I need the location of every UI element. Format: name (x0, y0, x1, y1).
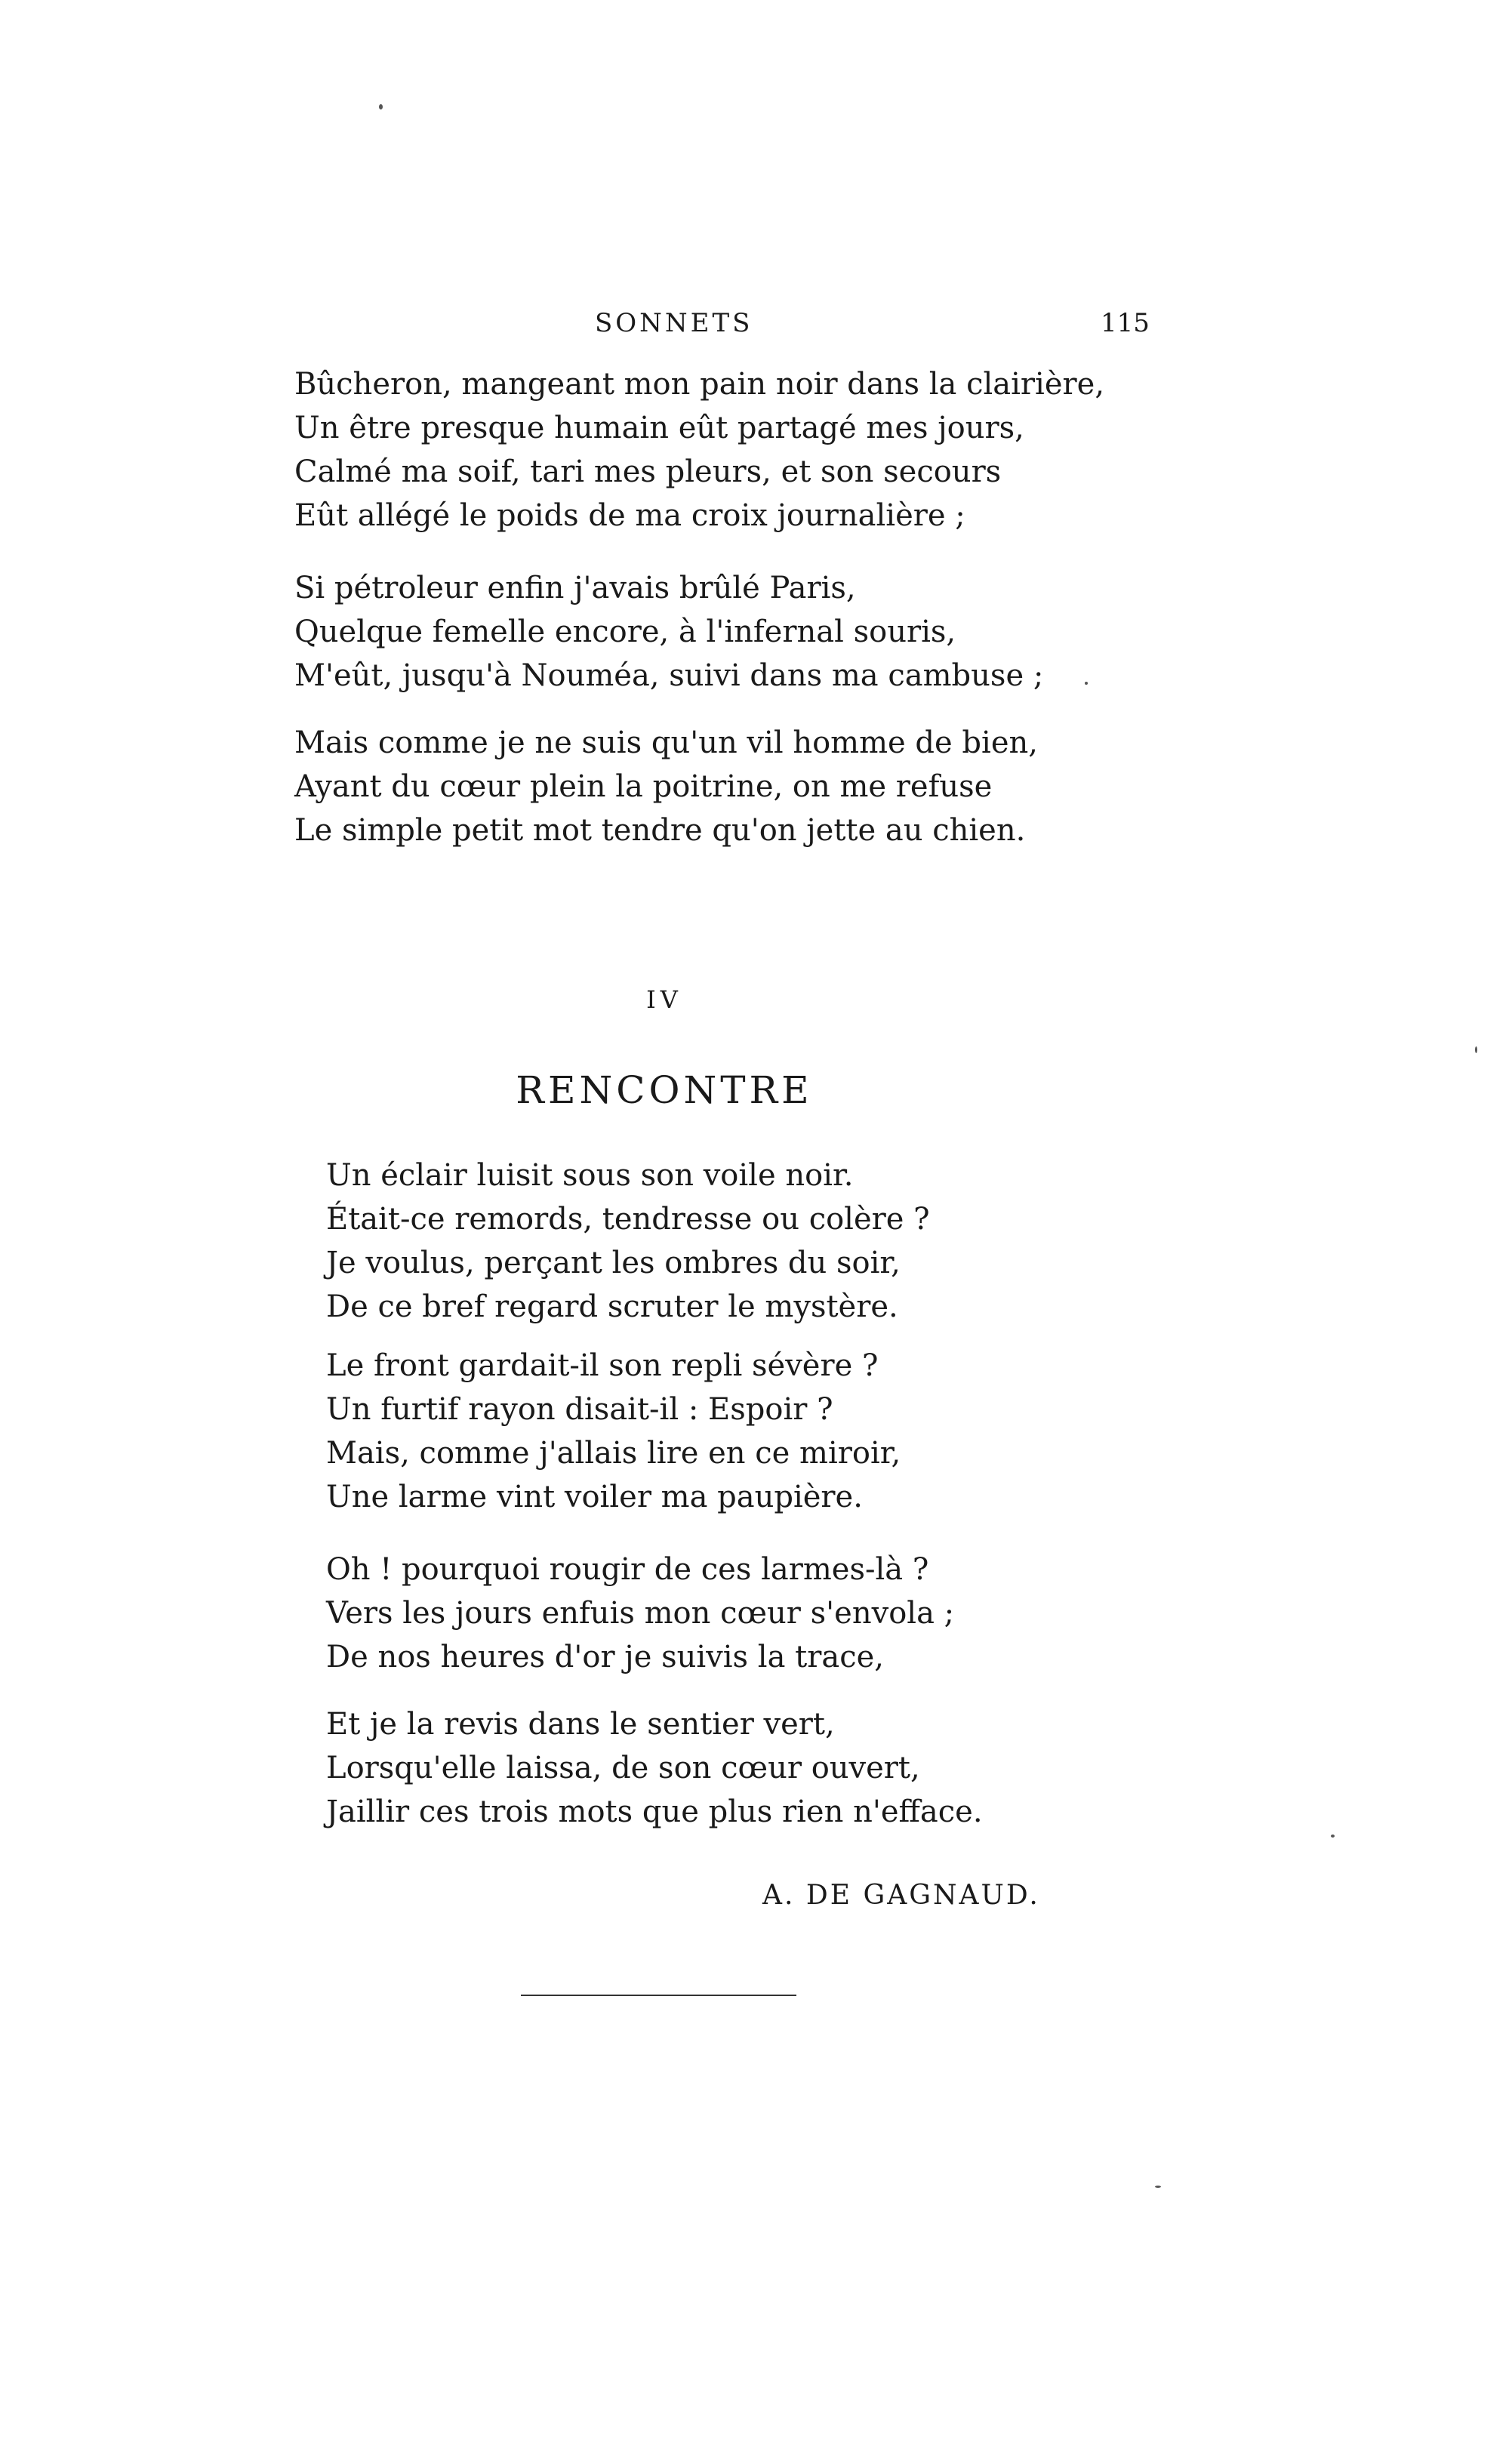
author-signature: A. DE GAGNAUD. (762, 1880, 1040, 1911)
verse-line: Un être presque humain eût partagé mes jours, (294, 411, 1024, 445)
scan-speck (1331, 1835, 1335, 1838)
verse-line: Mais, comme j'allais lire en ce miroir, (326, 1436, 901, 1471)
rencontre-stanza-4 (326, 1702, 983, 1834)
verse-line: Lorsqu'elle laissa, de son cœur ouvert, (326, 1751, 920, 1785)
verse-line: De ce bref regard scruter le mystère. (326, 1289, 898, 1324)
poem-title: RENCONTRE (516, 1068, 813, 1112)
verse-line: Une larme vint voiler ma paupière. (326, 1480, 863, 1514)
scan-speck (1155, 2186, 1161, 2188)
verse-line: Ayant du cœur plein la poitrine, on me refuse (294, 769, 993, 804)
sonnet-stanza-2 (294, 566, 1043, 698)
verse-line: Je voulus, perçant les ombres du soir, (326, 1246, 901, 1280)
rencontre-stanza-3 (326, 1548, 954, 1679)
verse-line: Un furtif rayon disait-il : Espoir ? (326, 1392, 833, 1427)
verse-line: Un éclair luisit sous son voile noir. (326, 1158, 854, 1193)
verse-line: Calmé ma soif, tari mes pleurs, et son secours (294, 454, 1002, 489)
verse-line: De nos heures d'or je suivis la trace, (326, 1640, 884, 1674)
sonnet-stanza-3 (294, 721, 1038, 852)
verse-line: M'eût, jusqu'à Nouméa, suivi dans ma cambuse ; (294, 658, 1044, 693)
verse-line: Quelque femelle encore, à l'infernal souris, (294, 615, 956, 649)
running-head (0, 308, 1512, 353)
verse-line: Jaillir ces trois mots que plus rien n'efface. (326, 1795, 983, 1829)
verse-line: Était-ce remords, tendresse ou colère ? (326, 1202, 930, 1237)
verse-line: Le front gardait-il son repli sévère ? (326, 1348, 879, 1383)
end-rule (521, 1995, 796, 1996)
scan-speck (1475, 1046, 1477, 1053)
page-number: 115 (1101, 308, 1150, 338)
verse-line: Vers les jours enfuis mon cœur s'envola ; (326, 1596, 955, 1631)
running-title: SONNETS (595, 308, 753, 338)
scan-speck (379, 104, 383, 109)
verse-line: Si pétroleur enfin j'avais brûlé Paris, (294, 571, 856, 605)
verse-line: Eût allégé le poids de ma croix journalière ; (294, 498, 965, 533)
rencontre-stanza-2 (326, 1344, 901, 1519)
verse-line: Bûcheron, mangeant mon pain noir dans la clairière, (294, 367, 1105, 402)
sonnet-stanza-1 (294, 362, 1104, 538)
section-number: IV (646, 985, 682, 1014)
rencontre-stanza-1 (326, 1154, 930, 1329)
verse-line: Mais comme je ne suis qu'un vil homme de bien, (294, 726, 1038, 760)
scan-speck (1085, 682, 1088, 685)
verse-line: Le simple petit mot tendre qu'on jette au chien. (294, 813, 1026, 848)
verse-line: Oh ! pourquoi rougir de ces larmes-là ? (326, 1552, 929, 1587)
verse-line: Et je la revis dans le sentier vert, (326, 1707, 835, 1742)
